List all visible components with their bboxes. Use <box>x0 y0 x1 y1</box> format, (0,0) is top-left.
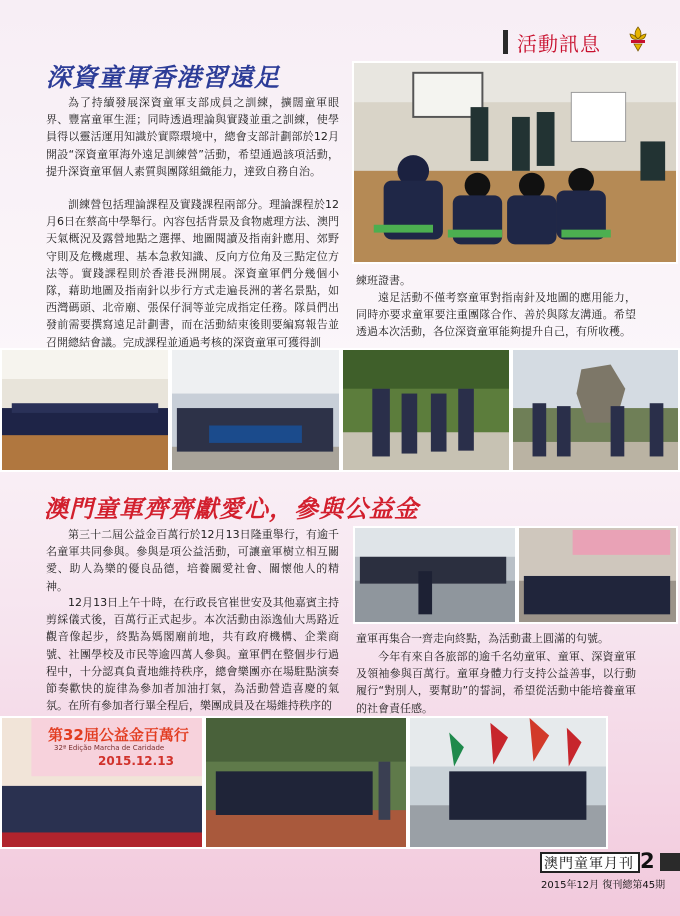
footer-bar <box>660 853 680 871</box>
article2-paragraph-3: 童軍再集合一齊走向終點，為活動畫上圓滿的句號。 <box>356 632 609 645</box>
header-bar <box>503 30 677 56</box>
article2-paragraph-1: 第三十二屆公益金百萬行於12月13日隆重舉行，有逾千名童軍共同參與。參與是項公益活動，可讓童軍樹立相互關愛、助人為樂的優良品德，培養關愛社會、關懷他人的精神。 <box>46 528 339 593</box>
page-number: 2 <box>640 849 655 873</box>
article1-paragraph-4: 遠足活動不僅考察童軍對指南針及地圖的應用能力，同時亦要求童軍要注重團隊合作、善於與隊友溝通。希望透過本次活動，各位深資童軍能夠提升自己，有所收穫。 <box>356 291 636 339</box>
footer-publication: 澳門童軍月刊 <box>544 856 634 872</box>
classroom-photo <box>352 61 678 264</box>
hiking-path-photo <box>341 348 511 472</box>
article1-paragraph-1: 為了持續發展深資童軍支部成員之訓練，擴闊童軍眼界、豐富童軍生涯；同時透過理論與實踐並重之訓練，使學員得以靈活運用知識於實際環境中，總會支部計劃部於12月開設“深資童軍海外遠足訓練營”活動，希望通過該項活動，提升深資童軍個人素質與團隊組織能力，達致自務自治。 <box>46 96 339 178</box>
scout-emblem-icon <box>627 26 649 52</box>
charity-banner-date: 2015.12.13 <box>98 754 174 768</box>
flag-march-photo <box>408 716 608 849</box>
section-label: 活動訊息 <box>517 32 601 56</box>
article2-paragraph-2: 12月13日上午十時，在行政長官崔世安及其他嘉賓主持剪綵儀式後，百萬行正式起步。本次活動由添逸仙大馬路近觀音像起步，終點為媽閣廟前地，共有政府機構、企業商號、社團學校及市民等逾四萬人參與。童軍們在整個步行過程中，十分認真負責地維持秩序，總會樂團亦在場駐點演奏節奏歡快的旋律為參加者加油打氣，為活動營造喜慶的氣氛。在所有參加者行畢全程后，樂團成員及在場維持秩序的 <box>46 596 339 713</box>
banner-group-photo <box>170 348 341 472</box>
march-street-photo <box>353 526 517 624</box>
footer-issue: 2015年12月 復刊總第45期 <box>541 880 666 891</box>
parade-banner-photo <box>517 526 678 624</box>
hall-group-photo <box>0 348 170 472</box>
rock-landmark-photo <box>511 348 680 472</box>
article1-paragraph-3: 練班證書。 <box>356 274 411 287</box>
charity-banner-group-photo <box>0 716 204 849</box>
article1-paragraph-2: 訓練營包括理論課程及實踐課程兩部分。理論課程於12月6日在蔡高中學舉行。內容包括背景及食物處理方法、澳門天氣概況及露營地點之選擇、地圖閱讀及指南針應用、郊野守則及危機處理、基本急救知識、反向方位角及三點定位方法等。實踐課程則於香港長洲開展。深資童軍們分幾個小隊，藉助地圖及指南針以步行方式走遍長洲的著名景點，如西灣碼頭、北帝廟、張保仔洞等並完成指定任務。隊員們出發前需要撰寫遠足計劃書，而在活動結束後則要編寫報告並召開總結會議。完成課程並通過考核的深資童軍可獲得訓 <box>46 198 339 349</box>
article1-title: 深資童軍香港習遠足 <box>46 63 281 92</box>
charity-banner-subtitle: 32ª Edição Marcha de Caridade <box>54 744 165 752</box>
charity-banner-title: 第32屆公益金百萬行 <box>48 726 189 744</box>
header-accent <box>503 30 508 54</box>
article2-title: 澳門童軍齊齊獻愛心，參與公益金 <box>44 494 419 523</box>
article2-paragraph-4: 今年有來自各旅部的逾千名幼童軍、童軍、深資童軍及領袖參與百萬行。童軍身體力行支持公益善事，以行動履行“對別人，要幫助”的誓詞，希望從活動中能培養童軍的社會責任感。 <box>356 650 636 715</box>
band-performance-photo <box>204 716 408 849</box>
